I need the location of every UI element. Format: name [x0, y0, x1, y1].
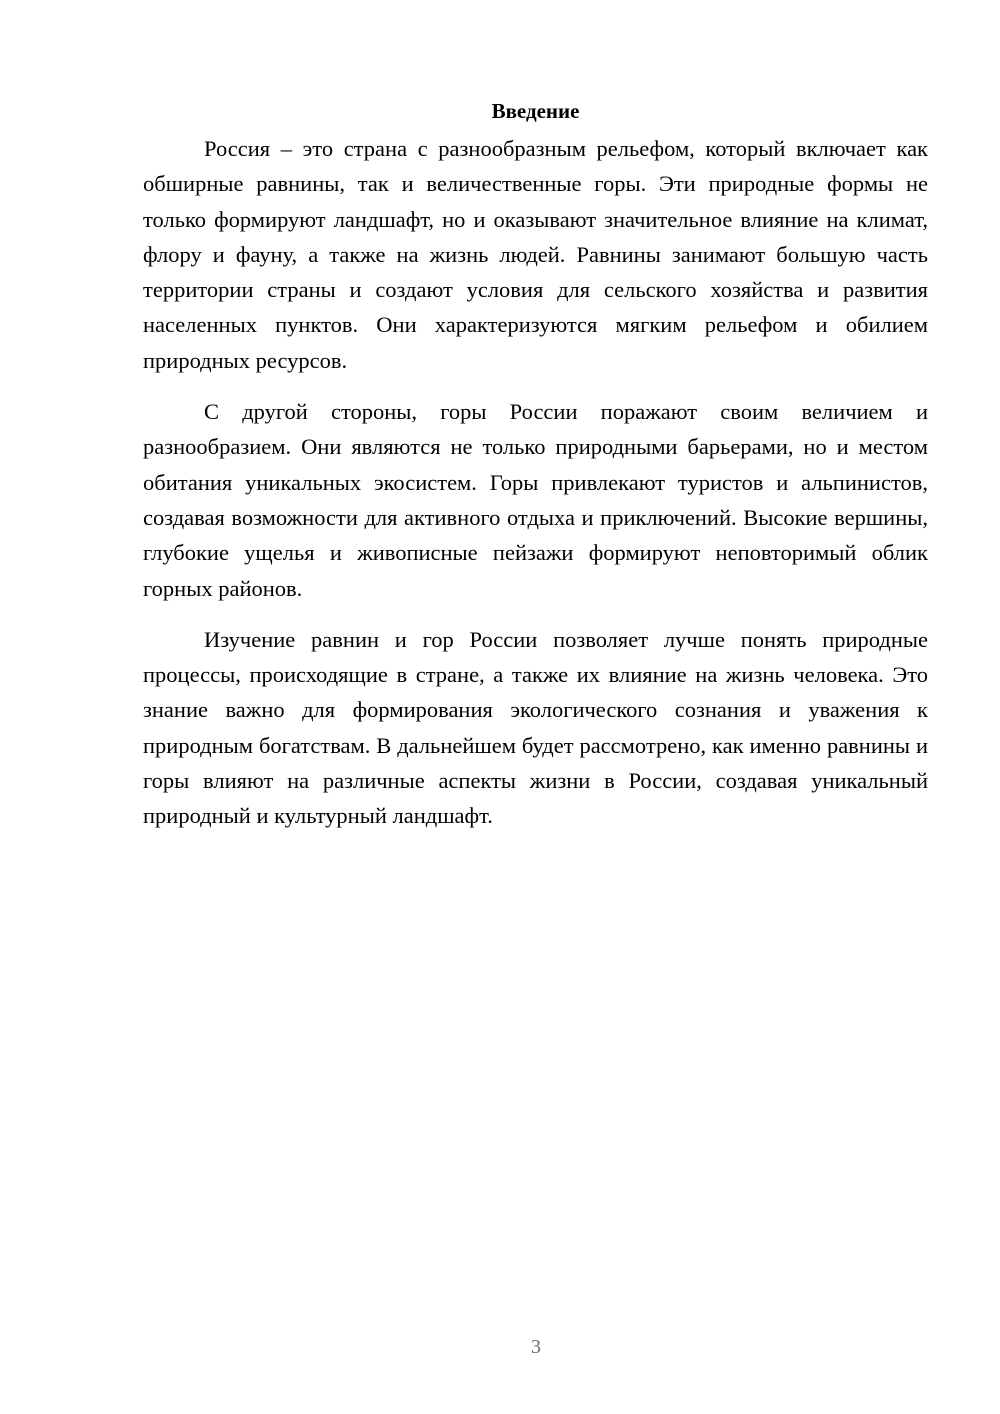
- page-content: [143, 96, 928, 850]
- paragraph-study: Изучение равнин и гор России позволяет лучше понять природные процессы, происходящие в стране, а также их влияние на жизнь человека. Это знание важно для формирования экологического сознания и уважения к природным богатствам. В дальнейшем будет рассмотрено, как именно равнины и горы влияют на различные аспекты жизни в России, создавая уникальный природный и культурный ландшафт.: [143, 626, 928, 829]
- page-number: 3: [531, 1336, 541, 1358]
- paragraph-intro: Россия – это страна с разнообразным рельефом, который включает как обширные равнины, так и величественные горы. Эти природные формы не только формируют ландшафт, но и оказывают значительное влияние на климат, флору и фауну, а также на жизнь людей. Равнины занимают большую часть территории страны и создают условия для сельского хозяйства и развития населенных пунктов. Они характеризуются мягким рельефом и обилием природных ресурсов.: [143, 136, 928, 373]
- page-title: Введение: [491, 99, 580, 123]
- paragraph-mountains: С другой стороны, горы России поражают своим величием и разнообразием. Они являются не только природными барьерами, но и местом обитания уникальных экосистем. Горы привлекают туристов и альпинистов, создавая возможности для активного отдыха и приключений. Высокие вершины, глубокие ущелья и живописные пейзажи формируют неповторимый облик горных районов.: [143, 399, 928, 601]
